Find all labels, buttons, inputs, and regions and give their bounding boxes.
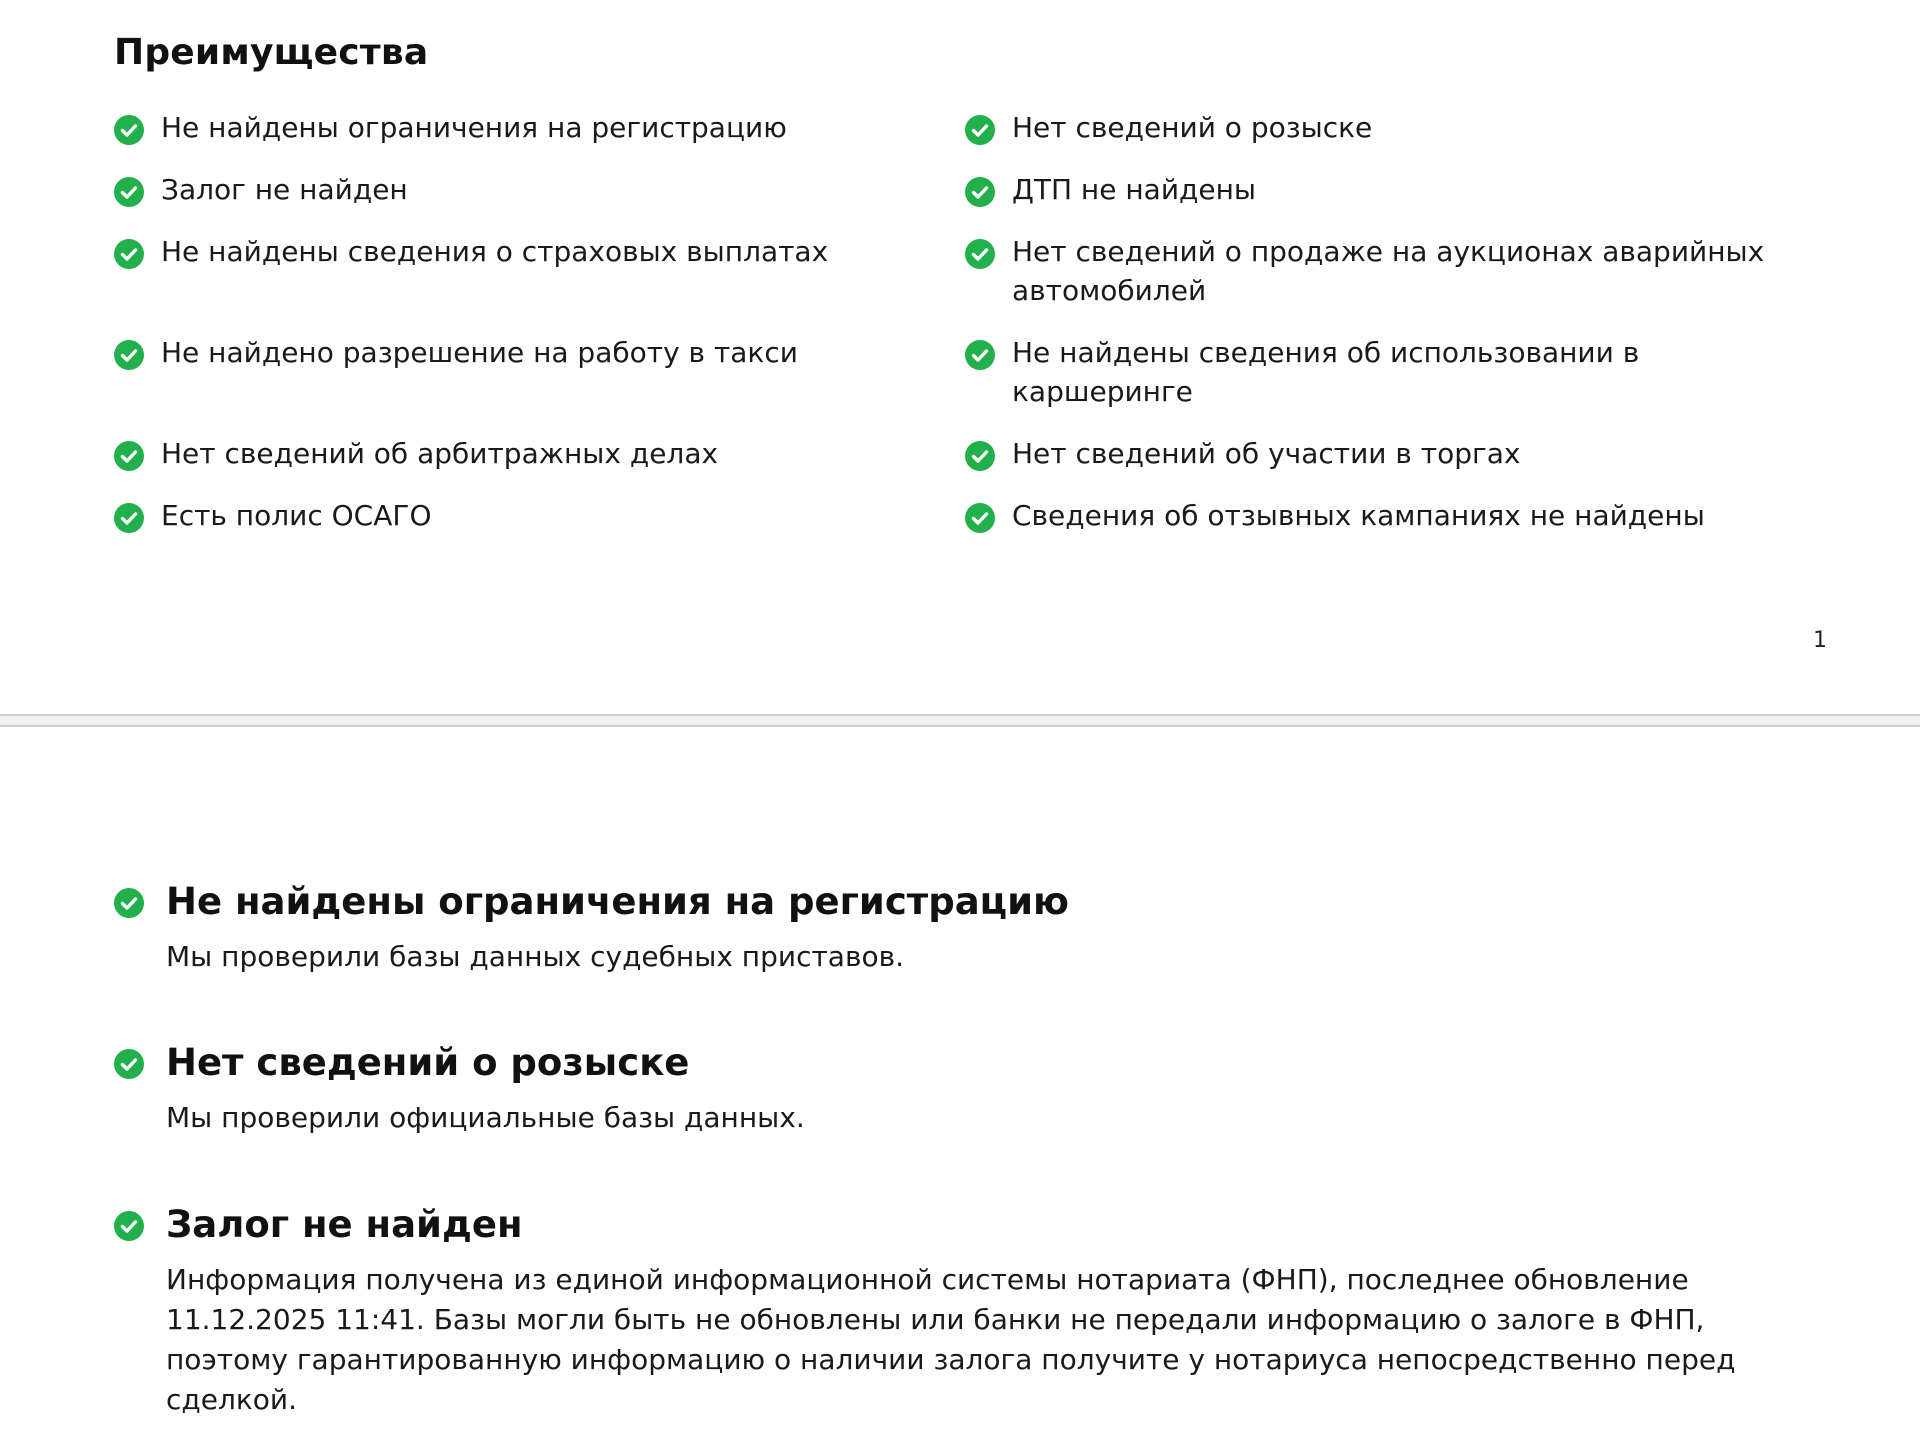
advantage-item [114,333,934,434]
advantage-text: Нет сведений о розыске [1012,111,1373,144]
detail-title: Нет сведений о розыске [166,1041,690,1084]
check-circle-icon [965,239,995,269]
page-number: 1 [1813,628,1827,653]
advantage-text: Есть полис ОСАГО [161,499,432,532]
advantage-item [114,108,934,170]
report-page-1 [0,0,1920,714]
check-circle-icon [114,1049,144,1079]
advantage-item [114,170,934,232]
detail-text: Мы проверили официальные базы данных. [166,1101,805,1134]
advantages-list-right [965,108,1815,558]
advantage-item [114,232,934,333]
advantage-text: Не найдены сведения об использовании в каршеринге [1012,336,1640,408]
advantages-title: Преимущества [114,32,429,73]
advantage-item [965,232,1815,333]
detail-section [114,1200,1814,1420]
check-circle-icon [965,441,995,471]
page-separator [0,714,1920,727]
advantage-text: Нет сведений об арбитражных делах [161,437,719,470]
check-circle-icon [114,115,144,145]
advantages-list-left [114,108,934,558]
advantage-text: Залог не найден [161,173,408,206]
check-circle-icon [114,239,144,269]
check-circle-icon [965,340,995,370]
check-circle-icon [965,115,995,145]
check-circle-icon [114,441,144,471]
advantage-text: ДТП не найдены [1012,173,1257,206]
advantage-item [965,496,1815,558]
check-circle-icon [114,1211,144,1241]
advantage-item [114,496,934,558]
detail-text: Мы проверили базы данных судебных приставов. [166,940,904,973]
check-circle-icon [114,340,144,370]
check-circle-icon [114,177,144,207]
check-circle-icon [965,503,995,533]
detail-title: Не найдены ограничения на регистрацию [166,880,1069,923]
report-page-2 [0,727,1920,1440]
check-circle-icon [965,177,995,207]
check-circle-icon [114,503,144,533]
advantage-item [965,434,1815,496]
advantage-text: Нет сведений о продаже на аукционах аварийных автомобилей [1012,235,1765,307]
check-circle-icon [114,888,144,918]
advantage-text: Сведения об отзывных кампаниях не найдены [1012,499,1705,532]
advantage-text: Не найдены ограничения на регистрацию [161,111,787,144]
advantage-item [965,333,1815,434]
advantage-item [114,434,934,496]
detail-text: Информация получена из единой информационной системы нотариата (ФНП), последнее обновление 11.12.2025 11:41. Базы могли быть не обновлены или банки не передали информацию о залоге в ФНП, поэтому гарантированную информацию о наличии залога получите у нотариуса непосредственно перед сделкой. [166,1263,1736,1416]
advantage-item [965,170,1815,232]
advantage-text: Не найдены сведения о страховых выплатах [161,235,829,268]
advantage-text: Не найдено разрешение на работу в такси [161,336,798,369]
advantage-item [965,108,1815,170]
detail-section [114,1038,1814,1138]
detail-title: Залог не найден [166,1203,523,1246]
advantage-text: Нет сведений об участии в торгах [1012,437,1521,470]
detail-section [114,877,1814,977]
